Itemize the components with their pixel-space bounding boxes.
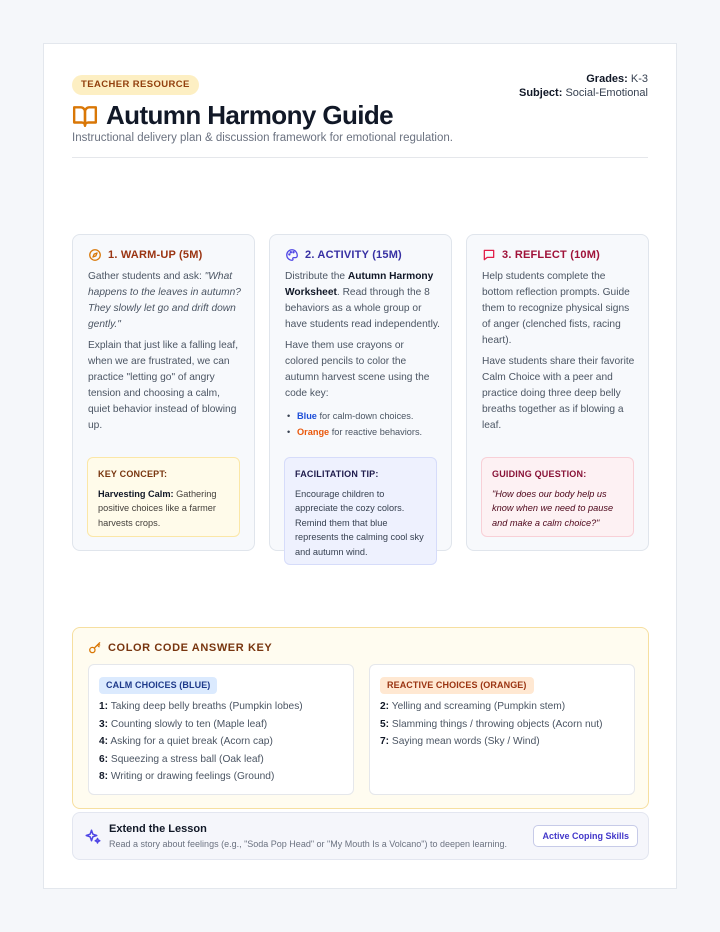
sparkles-icon — [84, 828, 102, 846]
answer-key-panel — [72, 627, 649, 809]
item-number: 5: — [380, 718, 390, 730]
list-item — [380, 716, 603, 734]
activity-card — [269, 234, 452, 557]
reflect-body — [482, 269, 637, 439]
activity-intro: Distribute the — [285, 271, 348, 282]
subject-label: Subject: — [518, 87, 563, 99]
reactive-choices-label: REACTIVE CHOICES (ORANGE) — [380, 677, 534, 694]
calm-choices-list — [99, 698, 303, 786]
reflect-card — [466, 234, 649, 551]
title-row — [72, 100, 393, 131]
compass-icon — [88, 248, 102, 262]
extend-text: Read a story about feelings (e.g., "Soda Pop Head" or "My Mouth Is a Volcano") to deepen learning. — [109, 839, 508, 849]
list-item — [99, 733, 303, 751]
item-text: Taking deep belly breaths (Pumpkin lobes) — [108, 701, 303, 712]
key-concept-title: KEY CONCEPT: — [98, 469, 168, 479]
list-item — [99, 698, 303, 716]
lesson-meta — [519, 72, 648, 100]
item-text: Yelling and screaming (Pumpkin stem) — [389, 701, 566, 712]
page-title: Autumn Harmony Guide — [106, 100, 394, 130]
teacher-resource-badge: TEACHER RESOURCE — [72, 75, 199, 95]
calm-choices-column — [88, 664, 354, 795]
book-open-icon — [72, 103, 98, 129]
key-concept-text: Gathering positive choices like a farmer harvests crops. — [98, 488, 217, 528]
item-number: 4: — [99, 736, 109, 747]
reflect-share: Have students share their favorite Calm Choice with a peer and practice doing three deep belly breaths together as if blowing a leaf. — [482, 356, 635, 431]
list-item — [380, 733, 603, 751]
item-text: Slamming things / throwing objects (Acorn nut) — [389, 718, 603, 730]
item-number: 8: — [99, 771, 109, 782]
facilitation-tip-box — [284, 457, 437, 565]
item-text: Asking for a quiet break (Acorn cap) — [108, 736, 273, 747]
list-item — [99, 768, 303, 786]
grades-value: K-3 — [630, 73, 648, 85]
facilitation-tip-text: Encourage children to appreciate the cozy colors. Remind them that blue represents the calming cool sky and autumn wind. — [295, 488, 424, 557]
activity-heading — [285, 248, 402, 262]
guiding-question-text: "How does our body help us know when we need to pause and make a calm choice?" — [492, 488, 614, 528]
key-icon — [88, 641, 102, 655]
item-number: 3: — [99, 718, 109, 730]
key-concept-box — [87, 457, 240, 537]
item-number: 6: — [99, 753, 109, 765]
extend-title: Extend the Lesson — [109, 823, 207, 835]
activity-title: 2. ACTIVITY (15M) — [305, 249, 402, 261]
activity-coloring: Have them use crayons or colored pencils to color the autumn harvest scene using the code key: — [285, 340, 430, 399]
item-text: Counting slowly to ten (Maple leaf) — [108, 718, 268, 730]
grades-label: Grades: — [586, 73, 628, 85]
reactive-choices-column — [369, 664, 635, 795]
warmup-card — [72, 234, 255, 551]
subject-value: Social-Emotional — [565, 87, 648, 99]
guiding-question-title: GUIDING QUESTION: — [492, 469, 587, 479]
list-item — [99, 716, 303, 734]
blue-word: Blue — [297, 411, 317, 421]
activity-instructions: . Read through the 8 behaviors as a whole group or have students read independently. — [285, 287, 441, 330]
list-item — [285, 408, 440, 424]
warmup-title: 1. WARM-UP (5M) — [108, 249, 203, 261]
orange-text: for reactive behaviors. — [329, 427, 423, 437]
item-text: Saying mean words (Sky / Wind) — [389, 736, 540, 747]
orange-word: Orange — [297, 427, 330, 437]
message-square-icon — [482, 248, 496, 262]
reflect-heading — [482, 248, 600, 262]
extend-lesson-panel — [72, 812, 649, 860]
item-text: Writing or drawing feelings (Ground) — [108, 771, 275, 782]
color-code-list — [285, 408, 440, 440]
worksheet-name: Autumn Harmony Worksheet — [285, 271, 434, 298]
warmup-quote: "What happens to the leaves in autumn? They slowly let go and drift down gently." — [88, 271, 241, 330]
guiding-question-box — [481, 457, 634, 537]
warmup-body — [88, 269, 243, 439]
item-number: 2: — [380, 701, 390, 712]
palette-icon — [285, 248, 299, 262]
reactive-choices-list — [380, 698, 603, 751]
warmup-intro: Gather students and ask: — [88, 271, 205, 282]
item-number: 7: — [380, 736, 390, 747]
warmup-heading — [88, 248, 202, 262]
warmup-explanation: Explain that just like a falling leaf, when we are frustrated, we can practice "letting go" of angry tension and choosing a calm, quiet behavior instead of blowing up. — [88, 340, 239, 431]
list-item — [99, 751, 303, 769]
item-number: 1: — [99, 701, 109, 712]
answer-key-title: COLOR CODE ANSWER KEY — [108, 642, 273, 654]
header-divider — [72, 157, 648, 158]
list-item — [380, 698, 603, 716]
answer-key-heading — [88, 641, 272, 655]
worksheet-page — [43, 43, 677, 889]
calm-choices-label: CALM CHOICES (BLUE) — [99, 677, 217, 694]
page-subtitle: Instructional delivery plan & discussion framework for emotional regulation. — [72, 132, 453, 144]
reflect-prompts: Help students complete the bottom reflection prompts. Guide them to recognize physical signs of anger (clenched fists, racing heart). — [482, 271, 630, 346]
key-concept-term: Harvesting Calm: — [98, 488, 174, 499]
active-coping-skills-button[interactable]: Active Coping Skills — [533, 825, 638, 847]
list-item — [285, 424, 440, 440]
item-text: Squeezing a stress ball (Oak leaf) — [108, 753, 264, 765]
reflect-title: 3. REFLECT (10M) — [502, 249, 600, 261]
activity-body — [285, 269, 440, 440]
blue-text: for calm-down choices. — [316, 411, 414, 421]
facilitation-tip-title: FACILITATION TIP: — [295, 469, 379, 479]
